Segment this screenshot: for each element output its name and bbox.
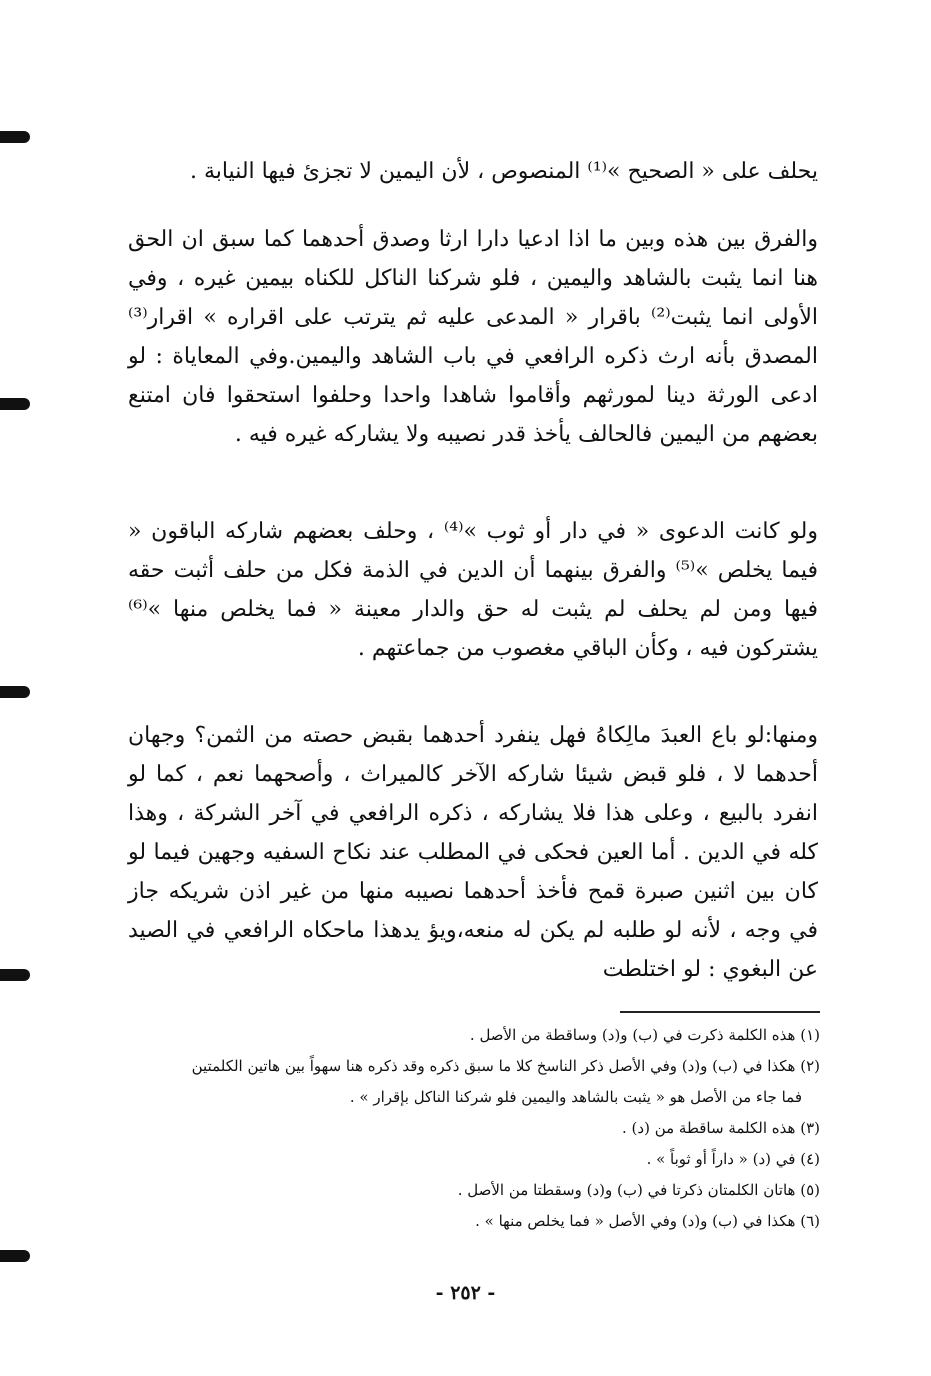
binding-mark [0, 131, 30, 143]
footnote: (٦) هكذا في (ب) و(د) وفي الأصل « فما يخلص منها » . [475, 1212, 820, 1230]
footnote: (١) هذه الكلمة ذكرت في (ب) و(د) وساقطة من الأصل . [469, 1026, 820, 1044]
footnote-separator [620, 1011, 820, 1013]
paragraph-text: ولو كانت الدعوى « في دار أو ثوب »⁽⁴⁾ ، وحلف بعضهم شاركه الباقون « فيما يخلص »⁽⁵⁾ والفرق بينهما أن الدين في الذمة فكل من حلف أثبت حقه فيها ومن لم يحلف لم يثبت له حق والدار معينة « فما يخلص منها »⁽⁶⁾ يشتركون فيه ، وكأن الباقي مغصوب من جماعتهم . [128, 519, 818, 661]
binding-mark [0, 969, 30, 981]
footnote: (٢) هكذا في (ب) و(د) وفي الأصل ذكر الناسخ كلا ما سبق ذكره وقد ذكره هنا سهواً بين هاتين الكلمتين [191, 1057, 820, 1075]
footnotes [160, 1020, 820, 1237]
footnote: (٥) هاتان الكلمتان ذكرتا في (ب) و(د) وسقطتا من الأصل . [457, 1181, 820, 1199]
paragraph-text: ومنها:لو باع العبدَ مالِكاهُ فهل ينفرد أحدهما بقبض حصته من الثمن؟ وجهان أحدهما لا ، فلو قبض شيئا شاركه الآخر كالميراث ، وأصحهما نعم ، كما لو انفرد بالبيع ، وعلى هذا فلا يشاركه ، ذكره الرافعي في آخر الشركة ، وهذا كله في الدين . أما العين فحكى في المطلب عند نكاح السفيه وجهين فيما لو كان بين اثنين صبرة قمح فأخذ أحدهما نصيبه منها من غير اذن شريكه جاز في وجه ، لأنه لو طلبه لم يكن له منعه،ويؤ يدهذا ماحكاه الرافعي في الصيد عن البغوي : لو اختلطت [128, 723, 818, 982]
binding-mark [0, 398, 30, 410]
body-paragraph [128, 220, 818, 454]
paragraph-text: والفرق بين هذه وبين ما اذا ادعيا دارا ارثا وصدق أحدهما كما سبق ان الحق هنا انما يثبت بالشاهد واليمين ، فلو شركنا الناكل للكناه بيمين غيره ، وفي الأولى انما يثبت⁽²⁾ باقرار « المدعى عليه ثم يترتب على اقراره » اقرار⁽³⁾ المصدق بأنه ارث ذكره الرافعي في باب الشاهد واليمين.وفي المعاياة : لو ادعى الورثة دينا لمورثهم وأقاموا شاهدا واحدا وحلفوا استحقوا فان امتنع بعضهم من اليمين فالحالف يأخذ قدر نصيبه ولا يشاركه غيره فيه . [128, 227, 818, 447]
paragraph-text: يحلف على « الصحيح »⁽¹⁾ المنصوص ، لأن اليمين لا تجزئ فيها النيابة . [189, 159, 818, 184]
binding-mark [0, 686, 30, 698]
body-paragraph [128, 512, 818, 668]
body-paragraph [128, 152, 818, 191]
body-paragraph [128, 716, 818, 989]
binding-mark [0, 1250, 30, 1262]
footnote-continuation: فما جاء من الأصل هو « يثبت بالشاهد واليمين فلو شركنا الناكل بإقرار » . [349, 1088, 802, 1106]
footnote: (٣) هذه الكلمة ساقطة من (د) . [622, 1119, 820, 1137]
page-number: - ٢٥٢ - [435, 1282, 496, 1304]
footnote: (٤) في (د) « داراً أو ثوباً » . [646, 1150, 820, 1168]
